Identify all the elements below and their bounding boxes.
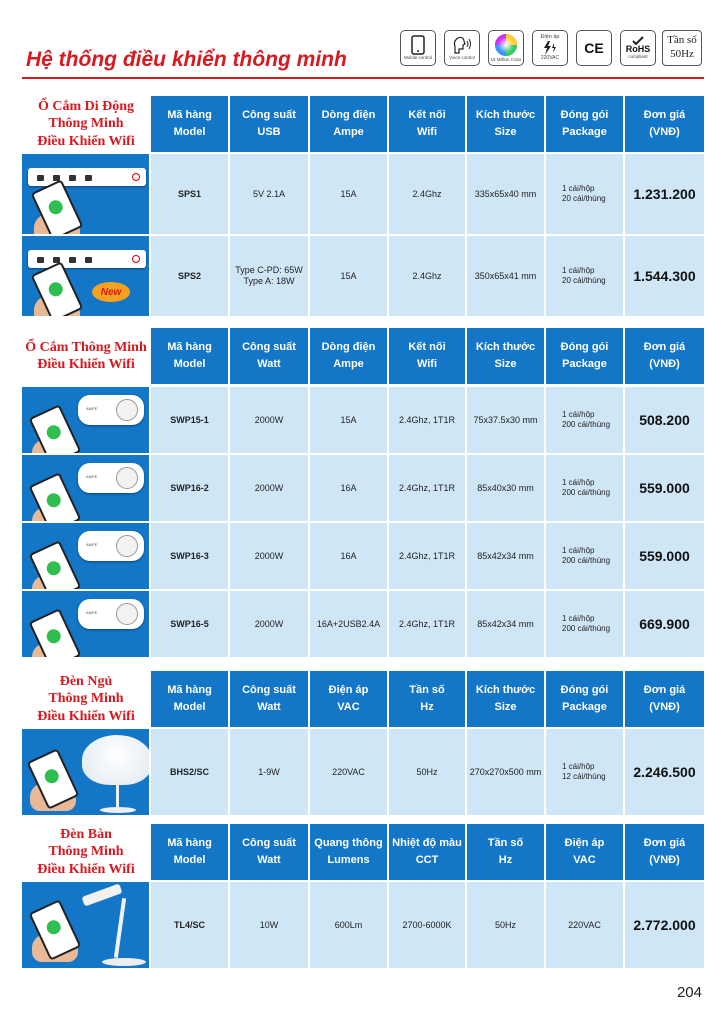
spec-cell-2-text: 15A [340,414,357,425]
product-image [22,729,149,815]
spec-cell-1 [230,591,308,657]
voltage-icon [532,30,568,66]
column-header-en: Ampe [333,358,364,370]
spec-cell-1-line: 2000W [254,618,284,629]
frequency-box [662,30,702,66]
spec-cell-3 [389,154,465,234]
rohs-icon [620,30,656,66]
spec-cell-1-line: 10W [259,919,279,930]
column-header-vi: Tần số [487,837,524,849]
model-cell [151,387,228,453]
column-header-en: Wifi [416,358,438,370]
spec-cell-4 [467,523,544,589]
column-header-vi: Mã hàng [167,837,212,849]
product-image [22,236,149,316]
spec-cell-3 [389,882,465,968]
spec-cell-4-text: 85x40x30 mm [477,482,534,493]
spec-cell-3-text: 2.4Ghz, 1T1R [398,414,456,425]
spec-cell-2-text: 600Lm [334,919,363,930]
lightning-icon [542,41,558,55]
spec-cell-4 [467,236,544,316]
model-cell [151,523,228,589]
column-header-en: Lumens [327,854,370,866]
night-lamp-illustration [82,735,149,785]
smart-plug-illustration: AMPE [78,531,144,561]
price-cell [625,455,704,521]
spec-cell-4-text: 50Hz [494,919,516,930]
spec-cell-1 [230,236,308,316]
column-header-en: Watt [257,854,281,866]
column-header-vi: Mã hàng [167,341,212,353]
column-header [310,328,387,384]
price-cell-text: 1.231.200 [633,185,696,202]
spec-cell-2 [310,882,387,968]
section-title-line: Thông Minh [48,691,124,707]
table-header [151,96,704,152]
product-image [22,387,149,453]
spec-cell-2 [310,591,387,657]
price-cell-text: 669.900 [639,615,690,632]
spec-cell-4 [467,729,544,815]
column-header [310,671,387,727]
column-header [546,328,623,384]
column-header [230,96,308,152]
column-header-en: VAC [573,854,596,866]
spec-cell-3-text: 2700-6000K [402,919,452,930]
column-header [310,824,387,880]
spec-cell-5 [546,591,623,657]
model-cell [151,729,228,815]
column-header-en: Model [173,854,206,866]
voltage-bottom-label: 220VAC [540,55,560,62]
color-wheel-icon [488,30,524,66]
column-header [151,96,228,152]
model-cell [151,236,228,316]
spec-cell-5 [546,523,623,589]
spec-cell-3-text: 2.4Ghz, 1T1R [398,482,456,493]
section-title-line: Thông Minh [48,844,124,860]
table-row [22,729,704,815]
spec-cell-2-text: 16A+2USB2.4A [316,618,381,629]
column-header-en: Hz [498,854,513,866]
spec-cell-3 [389,455,465,521]
section-title-line: Đèn Bàn [60,826,112,842]
price-cell-text: 559.000 [639,547,690,564]
spec-cell-5-line: 200 cái/thùng [562,420,611,429]
desk-lamp-illustration [114,898,126,958]
voice-head-icon [451,35,473,55]
spec-cell-5-line: 1 cái/hộp [562,614,595,623]
spec-cell-4-text: 85x42x34 mm [477,550,534,561]
spec-cell-5 [546,455,623,521]
column-header [625,96,704,152]
table-row [22,882,704,968]
model-cell [151,591,228,657]
section-title-line: Điều Khiển Wifi [37,357,135,372]
spec-cell-4 [467,154,544,234]
spec-cell-5 [546,236,623,316]
spec-cell-4 [467,455,544,521]
column-header-vi: Công suất [242,341,296,353]
spec-cell-1 [230,882,308,968]
section-title-line: Ổ Cắm Di Động [37,98,135,114]
section-title-line: Điều Khiển Wifi [37,133,135,149]
table-header [151,328,704,384]
spec-cell-5-line: 200 cái/thùng [562,556,611,565]
price-cell [625,882,704,968]
column-header-vi: Công suất [242,109,296,121]
spec-cell-1-line: 2000W [254,550,284,561]
spec-cell-4 [467,882,544,968]
spec-cell-5-line: 200 cái/thùng [562,624,611,633]
column-header [151,328,228,384]
column-header [467,328,544,384]
section-title [22,96,150,152]
column-header-en: Hz [420,701,434,713]
desk-lamp-head [81,883,122,906]
column-header-vi: Điện áp [328,684,369,696]
spec-cell-5-line: 12 cái/thùng [562,772,606,781]
column-header-vi: Quang thông [314,837,383,849]
column-header-en: Watt [257,358,281,370]
power-strip-illustration [28,250,146,268]
section-title [22,824,150,880]
model-cell [151,154,228,234]
column-header [546,671,623,727]
column-header [230,671,308,727]
column-header-vi: Đơn giá [643,837,686,849]
table-row [22,523,704,589]
column-header [625,824,704,880]
new-badge: New [92,282,130,302]
rgb-wheel-icon [494,33,518,57]
spec-cell-3 [389,729,465,815]
spec-cell-5-line: 1 cái/hộp [562,184,595,193]
column-header [546,96,623,152]
spec-cell-2 [310,455,387,521]
model-cell-text: SWP16-2 [170,482,209,493]
column-header-vi: Dòng điện [321,109,376,121]
power-strip-illustration [28,168,146,186]
price-cell [625,236,704,316]
price-cell [625,387,704,453]
spec-cell-5-line: 1 cái/hộp [562,266,595,275]
column-header-en: Package [562,126,607,138]
spec-cell-4-text: 75x37.5x30 mm [473,414,538,425]
rohs-sub-label: compliant [628,54,648,60]
column-header [230,824,308,880]
column-header-en: CCT [415,854,439,866]
product-image [22,882,149,968]
section-title [22,328,150,384]
spec-cell-1-line: 5V 2.1A [252,188,286,199]
spec-cell-1 [230,154,308,234]
spec-cell-2 [310,387,387,453]
column-header-vi: Mã hàng [167,109,212,121]
price-cell [625,154,704,234]
price-cell-text: 508.200 [639,411,690,428]
column-header-en: VAC [337,701,360,713]
spec-cell-1-line: Type C-PD: 65W [235,265,303,275]
spec-cell-2-text: 16A [340,550,357,561]
column-header-vi: Kích thước [475,341,536,353]
section-title-line: Thông Minh [48,116,124,132]
column-header [389,824,465,880]
spec-cell-5 [546,729,623,815]
smart-plug-illustration: AMPE [78,463,144,493]
column-header-en: USB [257,126,281,138]
spec-cell-5-line: 1 cái/hộp [562,478,595,487]
spec-cell-5 [546,387,623,453]
product-image [22,154,149,234]
model-cell-text: SPS2 [177,270,201,281]
spec-cell-3-text: 2.4Ghz, 1T1R [398,618,456,629]
model-cell-text: SWP16-5 [170,618,209,629]
product-image [22,591,149,657]
column-header-en: (VNĐ) [649,854,680,866]
column-header-en: Wifi [416,126,438,138]
column-header [625,671,704,727]
color-label: 16 Million Color [490,57,522,63]
column-header-en: Package [562,358,607,370]
phone-icon [411,35,425,55]
spec-cell-4 [467,387,544,453]
model-cell [151,882,228,968]
column-header [389,328,465,384]
spec-cell-3 [389,591,465,657]
column-header-vi: Công suất [242,684,296,696]
column-header-vi: Đơn giá [643,684,686,696]
model-cell [151,455,228,521]
column-header-vi: Kết nối [408,109,446,121]
column-header-en: Model [173,126,206,138]
column-header-vi: Tần số [409,684,445,696]
spec-cell-1-line: Type A: 18W [243,276,295,286]
column-header-vi: Dòng điện [321,341,376,353]
column-header-en: Model [173,701,206,713]
voltage-top-label: Điện áp [540,34,560,41]
column-header-vi: Công suất [242,837,296,849]
spec-cell-5-line: 1 cái/hộp [562,546,595,555]
lamp-stem [116,781,119,809]
page-number: 204 [676,984,702,1001]
section-title-line: Ổ Cắm Thông Minh [25,339,147,355]
column-header [389,671,465,727]
column-header [467,96,544,152]
frequency-label: Tần số [667,34,697,47]
price-cell-text: 2.246.500 [633,763,696,780]
spec-cell-4-text: 335x65x40 mm [474,188,537,199]
spec-cell-3 [389,523,465,589]
column-header [625,328,704,384]
desk-lamp-base [102,958,146,966]
column-header-vi: Mã hàng [167,684,212,696]
table-header [151,671,704,727]
spec-cell-4-text: 85x42x34 mm [477,618,534,629]
spec-cell-4 [467,591,544,657]
spec-cell-4-text: 350x65x41 mm [474,270,537,281]
frequency-value: 50Hz [670,48,694,60]
model-cell-text: SPS1 [177,188,201,199]
column-header-vi: Đơn giá [643,109,686,121]
column-header-vi: Đóng gói [560,684,609,696]
column-header-vi: Điện áp [564,837,605,849]
voice-control-icon [444,30,480,66]
smart-plug-illustration: AMPE [78,599,144,629]
column-header [467,824,544,880]
column-header-vi: Kết nối [408,341,446,353]
smart-plug-illustration: AMPE [78,395,144,425]
table-row [22,455,704,521]
column-header [151,824,228,880]
model-cell-text: SWP15-1 [170,414,209,425]
table-header [151,824,704,880]
section-title-line: Điều Khiển Wifi [37,708,135,724]
ce-mark-icon [576,30,612,66]
spec-cell-2 [310,236,387,316]
column-header-vi: Đóng gói [560,109,609,121]
column-header [546,824,623,880]
column-header-en: Watt [257,701,281,713]
table-row [22,236,704,316]
ce-label: CE [584,39,604,56]
page-title: Hệ thống điều khiển thông minh [26,48,347,71]
model-cell-text: BHS2/SC [169,766,209,777]
column-header-en: (VNĐ) [649,701,680,713]
model-cell-text: TL4/SC [173,919,205,930]
spec-cell-1-line: 1-9W [258,766,280,777]
rohs-label: RoHS [625,43,651,54]
column-header-en: Package [562,701,607,713]
spec-cell-1 [230,729,308,815]
spec-cell-2 [310,729,387,815]
spec-cell-1-line: 2000W [254,482,284,493]
spec-cell-2 [310,154,387,234]
column-header-en: Size [494,701,517,713]
spec-cell-3-text: 2.4Ghz [412,188,442,199]
price-cell [625,523,704,589]
column-header-en: (VNĐ) [649,126,680,138]
column-header-en: Ampe [333,126,364,138]
spec-cell-5-line: 1 cái/hộp [562,410,595,419]
section-title [22,671,150,727]
column-header [467,671,544,727]
column-header [230,328,308,384]
column-header-en: Size [494,126,517,138]
spec-cell-5-line: 20 cái/thùng [562,276,606,285]
spec-cell-5-line: 1 cái/hộp [562,762,595,771]
column-header-vi: Nhiệt độ màu [392,837,462,849]
model-cell-text: SWP16-3 [170,550,209,561]
spec-cell-2 [310,523,387,589]
spec-cell-3-text: 50Hz [416,766,438,777]
column-header-en: Size [494,358,517,370]
table-row [22,387,704,453]
spec-cell-5 [546,154,623,234]
lamp-base [100,807,136,813]
table-row [22,591,704,657]
column-header [310,96,387,152]
spec-cell-1 [230,523,308,589]
product-image [22,455,149,521]
header-divider [22,77,704,79]
spec-cell-2-text: 220VAC [332,766,365,777]
mobile-control-label: Mobile control [403,55,432,61]
column-header-vi: Đóng gói [560,341,609,353]
column-header-en: (VNĐ) [649,358,680,370]
product-image [22,523,149,589]
spec-cell-1-line: 2000W [254,414,284,425]
spec-cell-3-text: 2.4Ghz [412,270,442,281]
spec-cell-1 [230,455,308,521]
column-header [389,96,465,152]
spec-cell-3-text: 2.4Ghz, 1T1R [398,550,456,561]
spec-cell-5-line: 220VAC [568,919,601,930]
column-header [151,671,228,727]
column-header-vi: Kích thước [475,109,536,121]
price-cell [625,729,704,815]
spec-cell-5 [546,882,623,968]
spec-cell-5-line: 200 cái/thùng [562,488,611,497]
spec-cell-4-text: 270x270x500 mm [469,766,542,777]
column-header-en: Model [173,358,206,370]
spec-cell-2-text: 16A [340,482,357,493]
spec-cell-2-text: 15A [340,188,357,199]
section-title-line: Đèn Ngủ [59,673,113,689]
spec-cell-5-line: 20 cái/thùng [562,194,606,203]
price-cell-text: 559.000 [639,479,690,496]
section-title-line: Điều Khiển Wifi [37,861,135,877]
column-header-vi: Đơn giá [643,341,686,353]
price-cell-text: 1.544.300 [633,267,696,284]
mobile-control-icon [400,30,436,66]
voice-control-label: Voice control [449,55,475,61]
column-header-vi: Kích thước [475,684,536,696]
table-row [22,154,704,234]
price-cell-text: 2.772.000 [633,916,696,933]
spec-cell-3 [389,387,465,453]
spec-cell-3 [389,236,465,316]
spec-cell-1 [230,387,308,453]
spec-cell-2-text: 15A [340,270,357,281]
price-cell [625,591,704,657]
